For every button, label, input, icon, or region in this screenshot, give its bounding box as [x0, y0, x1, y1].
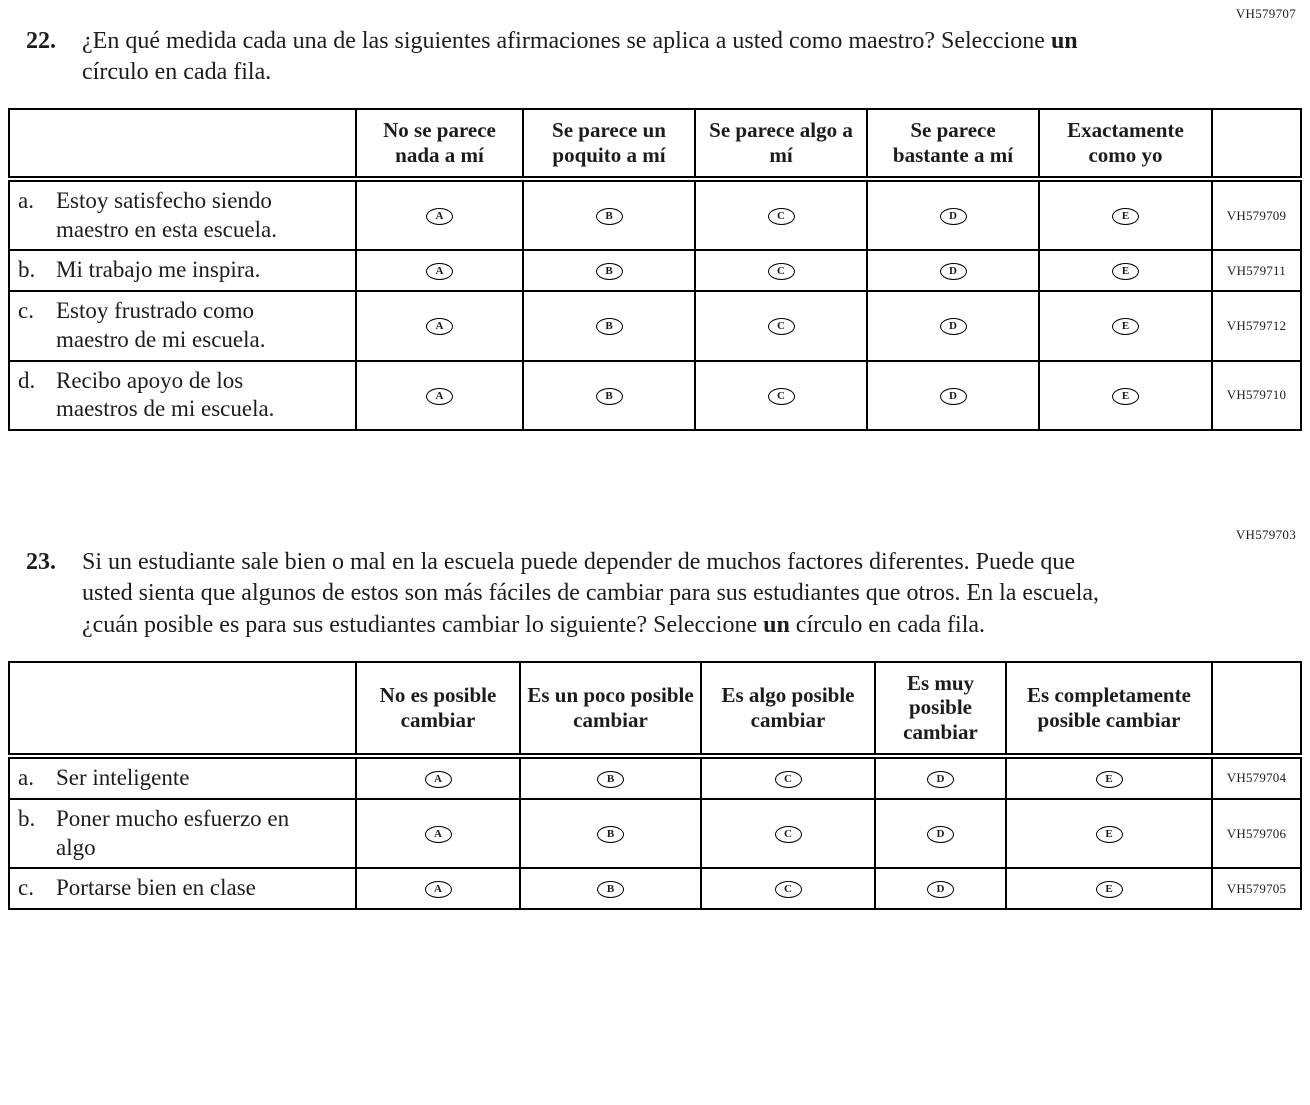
row-label: Mi trabajo me inspira. — [56, 257, 261, 283]
option-bubble-B[interactable]: B — [596, 388, 623, 405]
option-bubble-B[interactable]: B — [597, 881, 624, 898]
row-letter: a. — [18, 765, 34, 791]
row-label: Poner mucho esfuerzo en algo — [56, 805, 290, 860]
option-bubble-E[interactable]: E — [1112, 263, 1139, 280]
form-code-top: VH579707 — [1235, 6, 1296, 21]
column-header: Es un poco posible cambiar — [520, 662, 701, 756]
option-bubble-D[interactable]: D — [927, 826, 954, 843]
row-label-cell — [9, 361, 356, 431]
table-row — [9, 361, 1301, 431]
option-bubble-D[interactable]: D — [940, 263, 967, 280]
column-header: Se parece algo a mí — [695, 109, 867, 179]
header-stub-cell — [9, 662, 356, 756]
option-bubble-B[interactable]: B — [596, 263, 623, 280]
option-bubble-B[interactable]: B — [596, 318, 623, 335]
row-code: VH579712 — [1212, 291, 1301, 361]
option-bubble-A[interactable]: A — [425, 881, 452, 898]
question-23-prompt-text: Si un estudiante sale bien o mal en la escuela puede depender de muchos factores diferentes. Puede que usted sienta que algunos de estos son más fáciles de cambiar para sus estudiantes que otros. En la escuela, ¿cuán posible es para sus estudiantes cambiar lo siguiente? Seleccione — [82, 549, 1100, 638]
column-header: Es muy posible cambiar — [875, 662, 1006, 756]
option-bubble-B[interactable]: B — [597, 826, 624, 843]
question-22-prompt-text: ¿En qué medida cada una de las siguientes afirmaciones se aplica a usted como maestro? Seleccione — [82, 28, 1051, 54]
row-label: Recibo apoyo de los maestros de mi escuela. — [56, 367, 275, 422]
option-bubble-E[interactable]: E — [1112, 318, 1139, 335]
question-23-table — [8, 661, 1302, 910]
table-row — [9, 756, 1301, 799]
row-label: Estoy frustrado como maestro de mi escuela. — [56, 298, 266, 352]
column-header: No es posible cambiar — [356, 662, 520, 756]
row-letter: b. — [18, 257, 36, 283]
question-22-table — [8, 108, 1302, 431]
row-letter: b. — [18, 805, 36, 831]
option-bubble-E[interactable]: E — [1096, 826, 1123, 843]
question-22-prompt — [82, 26, 1102, 88]
question-22-number: 22. — [26, 28, 56, 54]
option-bubble-C[interactable]: C — [768, 318, 795, 335]
option-bubble-C[interactable]: C — [775, 881, 802, 898]
row-label-cell — [9, 250, 356, 291]
option-bubble-C[interactable]: C — [768, 208, 795, 225]
question-23-number: 23. — [26, 549, 56, 576]
question-22-prompt-bold: un — [1050, 28, 1078, 54]
row-label: Estoy satisfecho siendo maestro en esta escuela. — [56, 187, 277, 242]
option-bubble-C[interactable]: C — [768, 263, 795, 280]
option-bubble-D[interactable]: D — [927, 771, 954, 788]
header-stub-cell — [9, 109, 356, 179]
row-code: VH579710 — [1212, 361, 1301, 431]
column-header: Se parece un poquito a mí — [523, 109, 695, 179]
column-header: Se parece bastante a mí — [867, 109, 1039, 179]
option-bubble-D[interactable]: D — [940, 208, 967, 225]
column-header: Es algo posible cambiar — [701, 662, 875, 756]
question-23-table-header — [9, 662, 1301, 756]
option-bubble-A[interactable]: A — [426, 318, 453, 335]
option-bubble-A[interactable]: A — [425, 771, 452, 788]
question-23-prompt-bold: un — [763, 611, 790, 638]
row-label-cell — [9, 756, 356, 799]
row-code: VH579709 — [1212, 179, 1301, 251]
question-22-table-header — [9, 109, 1301, 179]
option-bubble-E[interactable]: E — [1112, 208, 1139, 225]
option-bubble-B[interactable]: B — [597, 771, 624, 788]
row-letter: c. — [18, 298, 34, 324]
option-bubble-D[interactable]: D — [940, 388, 967, 405]
row-label-cell — [9, 179, 356, 251]
option-bubble-C[interactable]: C — [775, 771, 802, 788]
option-bubble-E[interactable]: E — [1096, 771, 1123, 788]
table-row — [9, 868, 1301, 909]
row-label: Portarse bien en clase — [56, 875, 256, 901]
row-label-cell — [9, 799, 356, 869]
option-bubble-E[interactable]: E — [1112, 388, 1139, 405]
row-code: VH579705 — [1212, 868, 1301, 909]
row-letter: c. — [18, 875, 34, 901]
table-row — [9, 179, 1301, 251]
table-row — [9, 799, 1301, 869]
option-bubble-D[interactable]: D — [927, 881, 954, 898]
option-bubble-C[interactable]: C — [768, 388, 795, 405]
option-bubble-C[interactable]: C — [775, 826, 802, 843]
header-code-cell — [1212, 109, 1301, 179]
row-code: VH579711 — [1212, 250, 1301, 291]
form-code-middle: VH579703 — [1235, 527, 1296, 543]
question-22-prompt-text-2: círculo en cada fila. — [82, 59, 272, 86]
column-header: Es completamente posible cambiar — [1006, 662, 1212, 756]
column-header: No se parece nada a mí — [356, 109, 523, 179]
option-bubble-A[interactable]: A — [426, 388, 453, 405]
option-bubble-E[interactable]: E — [1096, 881, 1123, 898]
section-divider-space — [8, 431, 1300, 527]
row-code: VH579704 — [1212, 756, 1301, 799]
option-bubble-D[interactable]: D — [940, 318, 967, 335]
row-letter: d. — [18, 367, 36, 393]
question-23-prompt — [82, 547, 1102, 641]
table-row — [9, 250, 1301, 291]
question-23-prompt-text-2: círculo en cada fila. — [789, 611, 986, 638]
question-23 — [26, 547, 1300, 641]
table-row — [9, 291, 1301, 361]
option-bubble-A[interactable]: A — [425, 826, 452, 843]
row-label-cell — [9, 868, 356, 909]
column-header: Exactamente como yo — [1039, 109, 1212, 179]
option-bubble-B[interactable]: B — [596, 208, 623, 225]
header-code-cell — [1212, 662, 1301, 756]
row-label-cell — [9, 291, 356, 361]
row-label: Ser inteligente — [56, 765, 190, 791]
option-bubble-A[interactable]: A — [426, 208, 453, 225]
option-bubble-A[interactable]: A — [426, 263, 453, 280]
row-letter: a. — [18, 187, 34, 213]
question-22 — [26, 26, 1300, 88]
row-code: VH579706 — [1212, 799, 1301, 869]
